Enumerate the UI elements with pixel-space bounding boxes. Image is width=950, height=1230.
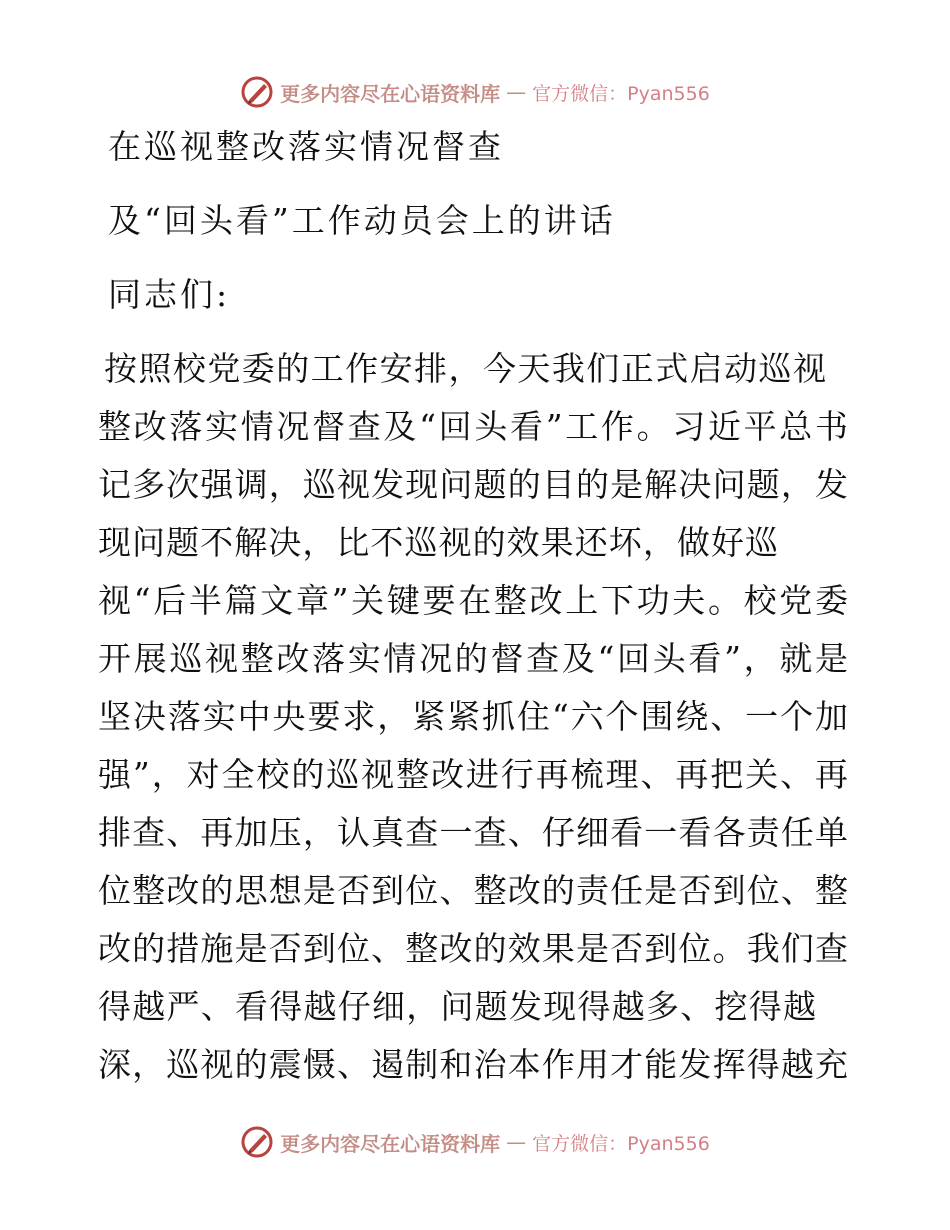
paragraph-line: 排查、再加压，认真查一查、仔细看一看各责任单 [98, 813, 848, 852]
watermark-dash: — [506, 1130, 527, 1154]
paragraph-line: 位整改的思想是否到位、整改的责任是否到位、整 [98, 871, 848, 910]
watermark-text: 更多内容尽在心语资料库 [280, 1131, 501, 1156]
paragraph-line: 深，巡视的震慑、遏制和治本作用才能发挥得越充 [98, 1045, 848, 1084]
footer-watermark [0, 1122, 950, 1162]
quill-logo-icon [240, 1125, 274, 1159]
header-watermark [0, 72, 950, 112]
document-title-line-2: 及“回头看”工作动员会上的讲话 [108, 201, 616, 240]
salutation: 同志们: [108, 275, 231, 314]
document-title-line-1: 在巡视整改落实情况督查 [108, 127, 504, 166]
paragraph-line: 坚决落实中央要求，紧紧抓住“六个围绕、一个加 [98, 697, 848, 736]
paragraph-line: 视“后半篇文章”关键要在整改上下功夫。校党委 [98, 581, 848, 620]
watermark-text: 更多内容尽在心语资料库 [280, 81, 501, 106]
paragraph-line: 强”，对全校的巡视整改进行再梳理、再把关、再 [98, 755, 848, 794]
paragraph-line: 整改落实情况督查及“回头看”工作。习近平总书 [98, 407, 848, 446]
paragraph-line: 开展巡视整改落实情况的督查及“回头看”，就是 [98, 639, 848, 678]
watermark-contact: 官方微信：Pyan556 [532, 1132, 710, 1155]
paragraph-line: 现问题不解决，比不巡视的效果还坏，做好巡 [98, 523, 778, 562]
paragraph-line: 改的措施是否到位、整改的效果是否到位。我们查 [98, 929, 848, 968]
watermark-contact: 官方微信：Pyan556 [532, 82, 710, 105]
watermark-dash: — [506, 80, 527, 104]
paragraph-line: 按照校党委的工作安排，今天我们正式启动巡视 [104, 349, 826, 388]
paragraph-line: 得越严、看得越仔细，问题发现得越多、挖得越 [98, 987, 816, 1026]
paragraph-line: 记多次强调，巡视发现问题的目的是解决问题，发 [98, 465, 848, 504]
quill-logo-icon [240, 75, 274, 109]
